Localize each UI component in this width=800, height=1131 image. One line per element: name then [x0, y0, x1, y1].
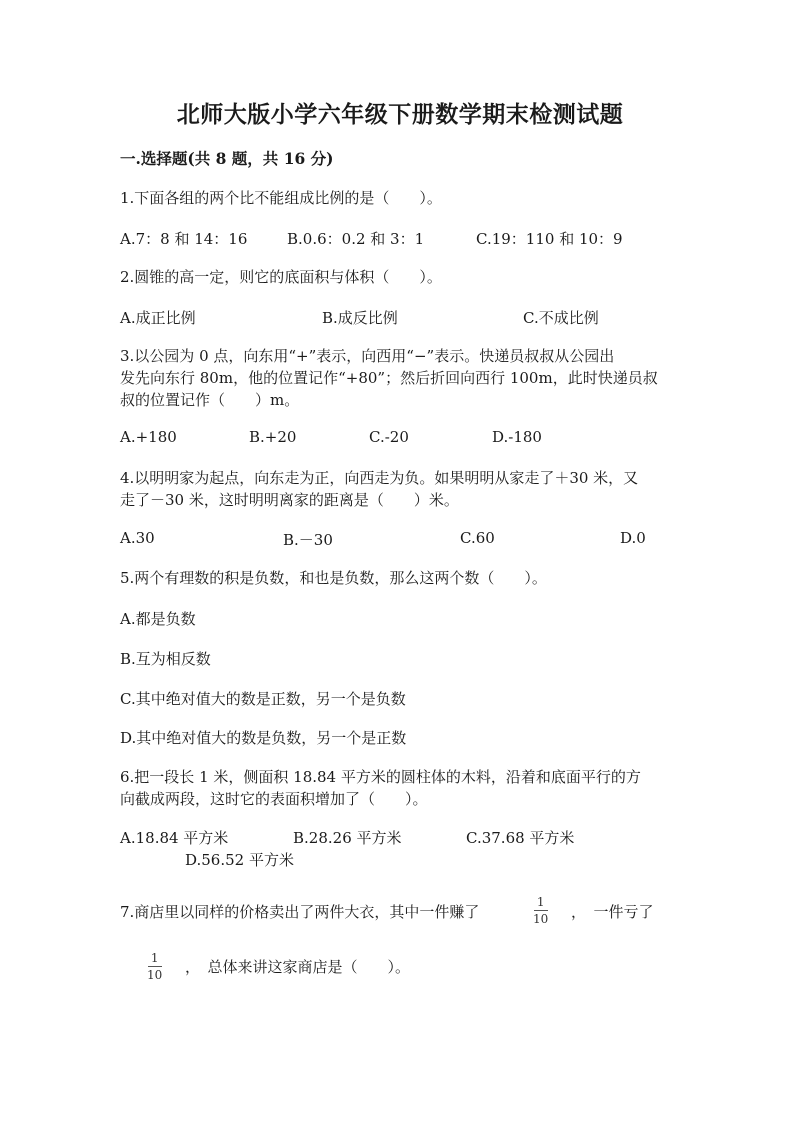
fraction-denominator: 10 — [147, 968, 163, 982]
question-4-option-c: C.60 — [460, 529, 495, 547]
question-2-option-c: C.不成比例 — [523, 309, 599, 327]
fraction-numerator: 1 — [536, 895, 545, 909]
question-3-stem-line-2: 发先向东行 80m，他的位置记作“+80”；然后折回向西行 100m，此时快递员叔 — [120, 369, 658, 387]
question-5-stem: 5.两个有理数的积是负数，和也是负数，那么这两个数（ ）。 — [120, 569, 547, 587]
question-5-option-b: B.互为相反数 — [120, 650, 211, 668]
question-4-option-b: B.－30 — [283, 531, 333, 549]
question-1-option-b: B.0.6：0.2 和 3：1 — [287, 230, 425, 248]
question-3-option-c: C.-20 — [369, 428, 409, 446]
question-5-option-d: D.其中绝对值大的数是负数，另一个是正数 — [120, 729, 407, 747]
question-1-option-c: C.19：110 和 10：9 — [476, 230, 623, 248]
page-title: 北师大版小学六年级下册数学期末检测试题 — [176, 101, 624, 128]
question-5-option-c: C.其中绝对值大的数是正数，另一个是负数 — [120, 690, 406, 708]
question-7-stem-part-3: ， 总体来讲这家商店是（ ）。 — [185, 958, 411, 976]
question-2-option-a: A.成正比例 — [120, 309, 196, 327]
question-4-option-a: A.30 — [120, 529, 155, 547]
question-7-stem-part-2: ， 一件亏了 — [571, 903, 654, 921]
question-3-option-a: A.+180 — [120, 428, 177, 446]
question-1-stem: 1.下面各组的两个比不能组成比例的是（ ）。 — [120, 189, 442, 207]
section-heading: 一.选择题(共 8 题，共 16 分) — [120, 149, 334, 168]
question-4-stem-line-2: 走了－30 米，这时明明离家的距离是（ ）米。 — [120, 491, 459, 509]
fraction-bar — [148, 966, 162, 967]
question-3-stem-line-3: 叔的位置记作（ ）m。 — [120, 391, 300, 409]
question-3-stem-line-1: 3.以公园为 0 点，向东用“+”表示，向西用“−”表示。快递员叔叔从公园出 — [120, 347, 615, 365]
question-6-option-b: B.28.26 平方米 — [293, 829, 402, 847]
question-6-option-c: C.37.68 平方米 — [466, 829, 575, 847]
fraction-one-tenth-2 — [147, 951, 162, 982]
question-3-option-d: D.-180 — [492, 428, 542, 446]
question-1-option-a: A.7：8 和 14：16 — [120, 230, 248, 248]
question-4-option-d: D.0 — [620, 529, 646, 547]
question-6-stem-line-1: 6.把一段长 1 米，侧面积 18.84 平方米的圆柱体的木料，沿着和底面平行的方 — [120, 768, 641, 786]
question-2-stem: 2.圆锥的高一定，则它的底面积与体积（ ）。 — [120, 268, 442, 286]
question-6-option-d: D.56.52 平方米 — [185, 851, 294, 869]
question-4-stem-line-1: 4.以明明家为起点，向东走为正，向西走为负。如果明明从家走了＋30 米，又 — [120, 469, 639, 487]
question-5-option-a: A.都是负数 — [120, 610, 196, 628]
fraction-bar — [534, 910, 548, 911]
question-6-stem-line-2: 向截成两段，这时它的表面积增加了（ ）。 — [120, 790, 428, 808]
question-3-option-b: B.+20 — [249, 428, 297, 446]
question-6-option-a: A.18.84 平方米 — [120, 829, 229, 847]
fraction-one-tenth-1 — [533, 895, 548, 926]
fraction-numerator: 1 — [150, 951, 159, 965]
question-2-option-b: B.成反比例 — [322, 309, 398, 327]
question-7-stem-part-1: 7.商店里以同样的价格卖出了两件大衣，其中一件赚了 — [120, 903, 480, 921]
fraction-denominator: 10 — [533, 912, 549, 926]
